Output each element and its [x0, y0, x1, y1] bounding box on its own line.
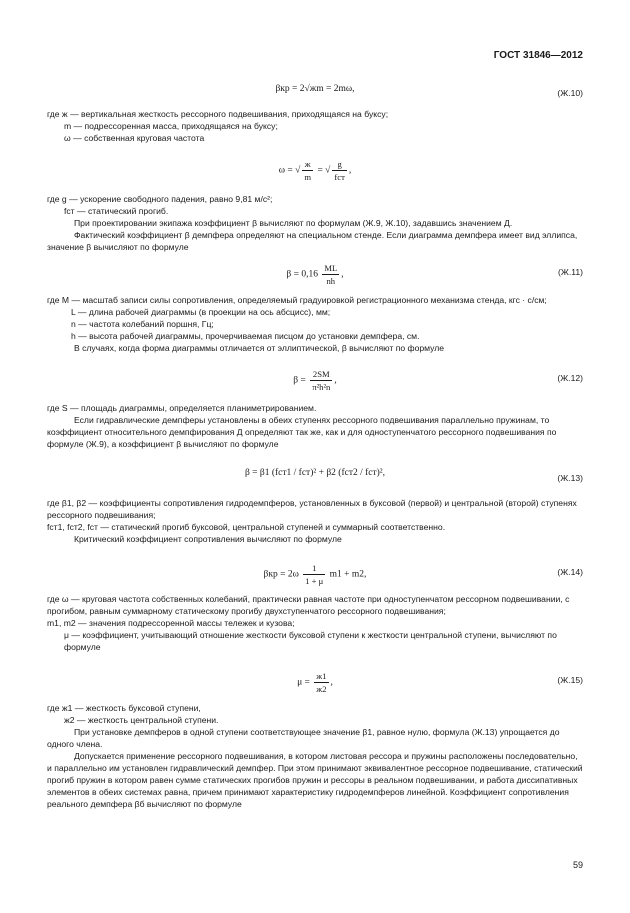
- fraction: [302, 158, 313, 183]
- definition-line: m — подрессоренная масса, приходящаяся на буксу;: [64, 121, 278, 132]
- numerator: 2SM: [310, 368, 332, 381]
- definition-line: где ж — вертикальная жесткость рессорного подвешивания, приходящаяся на буксу;: [47, 109, 389, 119]
- equation-zh11: [47, 262, 583, 290]
- definition-line: fст — статический прогиб.: [64, 206, 169, 217]
- numerator: ж: [302, 158, 313, 171]
- paragraph: В случаях, когда форма диаграммы отличается от эллиптической, β вычисляют по формуле: [74, 343, 445, 354]
- equation-number: (Ж.12): [557, 373, 583, 383]
- denominator: π²h²n: [312, 382, 331, 393]
- page-number: 59: [572, 860, 583, 870]
- sqrt-sign: √: [295, 165, 301, 176]
- definitions-zh12: [47, 402, 583, 450]
- definition-line: n — частота колебаний поршня, Гц;: [71, 319, 214, 330]
- paragraph: При проектировании экипажа коэффициент β вычисляют по формулам (Ж.9, Ж.10), задавшись значением Д.: [74, 218, 513, 229]
- denominator: nh: [326, 276, 336, 287]
- fraction: [314, 670, 328, 695]
- definition-line: ж2 — жесткость центральной ступени.: [64, 715, 219, 726]
- equation-zh15: [47, 670, 583, 698]
- definitions-zh14: [47, 593, 583, 653]
- equation-omega: [47, 158, 583, 188]
- denominator: 1 + μ: [305, 576, 324, 587]
- denominator: ж2: [316, 684, 327, 695]
- denominator: fст: [334, 172, 345, 183]
- definition-line: где M — масштаб записи силы сопротивления, определяемый градуировкой регистрационного механизма стенда, кгс · с/см;: [47, 295, 547, 305]
- definitions-zh15: [47, 702, 583, 810]
- formula-tail: ,: [341, 269, 344, 280]
- definition-line: где β1, β2 — коэффициенты сопротивления гидродемпферов, установленных в буксовой (первой) и центральной (второй) ступенях рессорного подвешивания;: [47, 498, 577, 521]
- formula-lhs: β =: [293, 375, 306, 386]
- equation-number: (Ж.14): [557, 567, 583, 577]
- equation-number: (Ж.15): [557, 675, 583, 685]
- numerator: ж1: [314, 670, 328, 683]
- definitions-zh10: [47, 108, 583, 144]
- formula-lhs: ω =: [278, 165, 293, 176]
- equation-zh10: [47, 83, 583, 111]
- page-header: ГОСТ 31846—2012: [493, 50, 583, 61]
- paragraph: При установке демпферов в одной ступени соответствующее значение β1, равное нулю, формула (Ж.13) упрощается до одного члена.: [47, 727, 560, 750]
- formula-eq: =: [317, 165, 323, 176]
- formula-lhs: β = 0,16: [286, 269, 318, 280]
- sqrt-sign: √: [325, 165, 331, 176]
- paragraph: Критический коэффициент сопротивления вычисляют по формуле: [74, 534, 342, 545]
- equation-zh13: [47, 462, 583, 492]
- numerator: 1: [303, 562, 325, 575]
- formula-lhs: βкр = 2ω: [263, 569, 299, 580]
- paragraph: Допускается применение рессорного подвешивания, в котором листовая рессора и пружины расположены последовательно, и параллельно им установлен гидравлический демпфер. При этом принимают эквивалентное рессорное подвешивание, статический прогиб пружин в котором равен сумме статических прогибов пружин и рессоры в реальном подвешивании, и работа диссипативных элементов в обеих системах равна, причем принимают характеристику гидродемпферов линейной. Коэффициент сопротивления реального демпфера βб вычисляют по формуле: [47, 751, 583, 810]
- fraction: [303, 562, 325, 587]
- formula-tail: ,: [334, 375, 337, 386]
- formula: β = β1 (fст1 / fст)² + β2 (fст2 / fст)²,: [244, 468, 386, 478]
- definitions-zh11: [47, 294, 583, 354]
- definition-line: где ж1 — жесткость буксовой ступени,: [47, 703, 201, 713]
- formula-lhs: μ =: [297, 677, 310, 688]
- definition-line: fст1, fст2, fст — статический прогиб буксовой, центральной ступеней и суммарный соответственно.: [47, 522, 446, 533]
- numerator: ML: [322, 262, 339, 275]
- equation-number: (Ж.13): [557, 473, 583, 483]
- equation-number: (Ж.10): [557, 88, 583, 98]
- definition-line: где ω — круговая частота собственных колебаний, практически равная частоте при одноступенчатом рессорном подвешивании, с прогибом, равным суммарному статическому прогибу двухступенчатого рессорного подвешивания;: [47, 594, 570, 617]
- definition-line: ω — собственная круговая частота: [64, 133, 205, 144]
- definitions-zh13: [47, 497, 583, 545]
- fraction: [310, 368, 332, 393]
- fraction: [322, 262, 339, 287]
- numerator: g: [332, 158, 346, 171]
- definition-line: m1, m2 — значения подрессоренной массы тележек и кузова;: [47, 618, 295, 629]
- formula: βкр = 2√жm = 2mω,: [275, 84, 355, 94]
- paragraph: Если гидравлические демпферы установлены в обеих ступенях рессорного подвешивания параллельно пружинам, то коэффициент относительного демпфирования Д определяют так же, как и для одноступенчатого рессорного подвешивания по формуле (Ж.9), а коэффициент β вычисляют по формуле: [47, 415, 557, 450]
- definition-line: где S — площадь диаграммы, определяется планиметрированием.: [47, 403, 317, 413]
- paragraph: Фактический коэффициент β демпфера определяют на специальном стенде. Если диаграмма демпфера имеет вид эллипса, значение β вычисляют по формуле: [47, 230, 578, 253]
- definition-line: μ — коэффициент, учитывающий отношение жесткости буксовой ступени к жесткости центральной ступени, вычисляют по формуле: [64, 630, 557, 653]
- equation-zh14: [47, 562, 583, 590]
- definitions-omega: [47, 193, 583, 253]
- equation-zh12: [47, 368, 583, 396]
- denominator: m: [304, 172, 312, 183]
- equation-number: (Ж.11): [558, 267, 583, 277]
- formula-tail: ,: [348, 165, 352, 176]
- formula-tail: m1 + m2,: [329, 569, 367, 580]
- fraction: [332, 158, 346, 183]
- definition-line: h — высота рабочей диаграммы, прочерчиваемая писцом до установки демпфера, см.: [71, 331, 420, 342]
- formula-tail: ,: [330, 677, 333, 688]
- definition-line: L — длина рабочей диаграммы (в проекции на ось абсцисс), мм;: [71, 307, 331, 318]
- definition-line: где g — ускорение свободного падения, равно 9,81 м/с²;: [47, 194, 273, 204]
